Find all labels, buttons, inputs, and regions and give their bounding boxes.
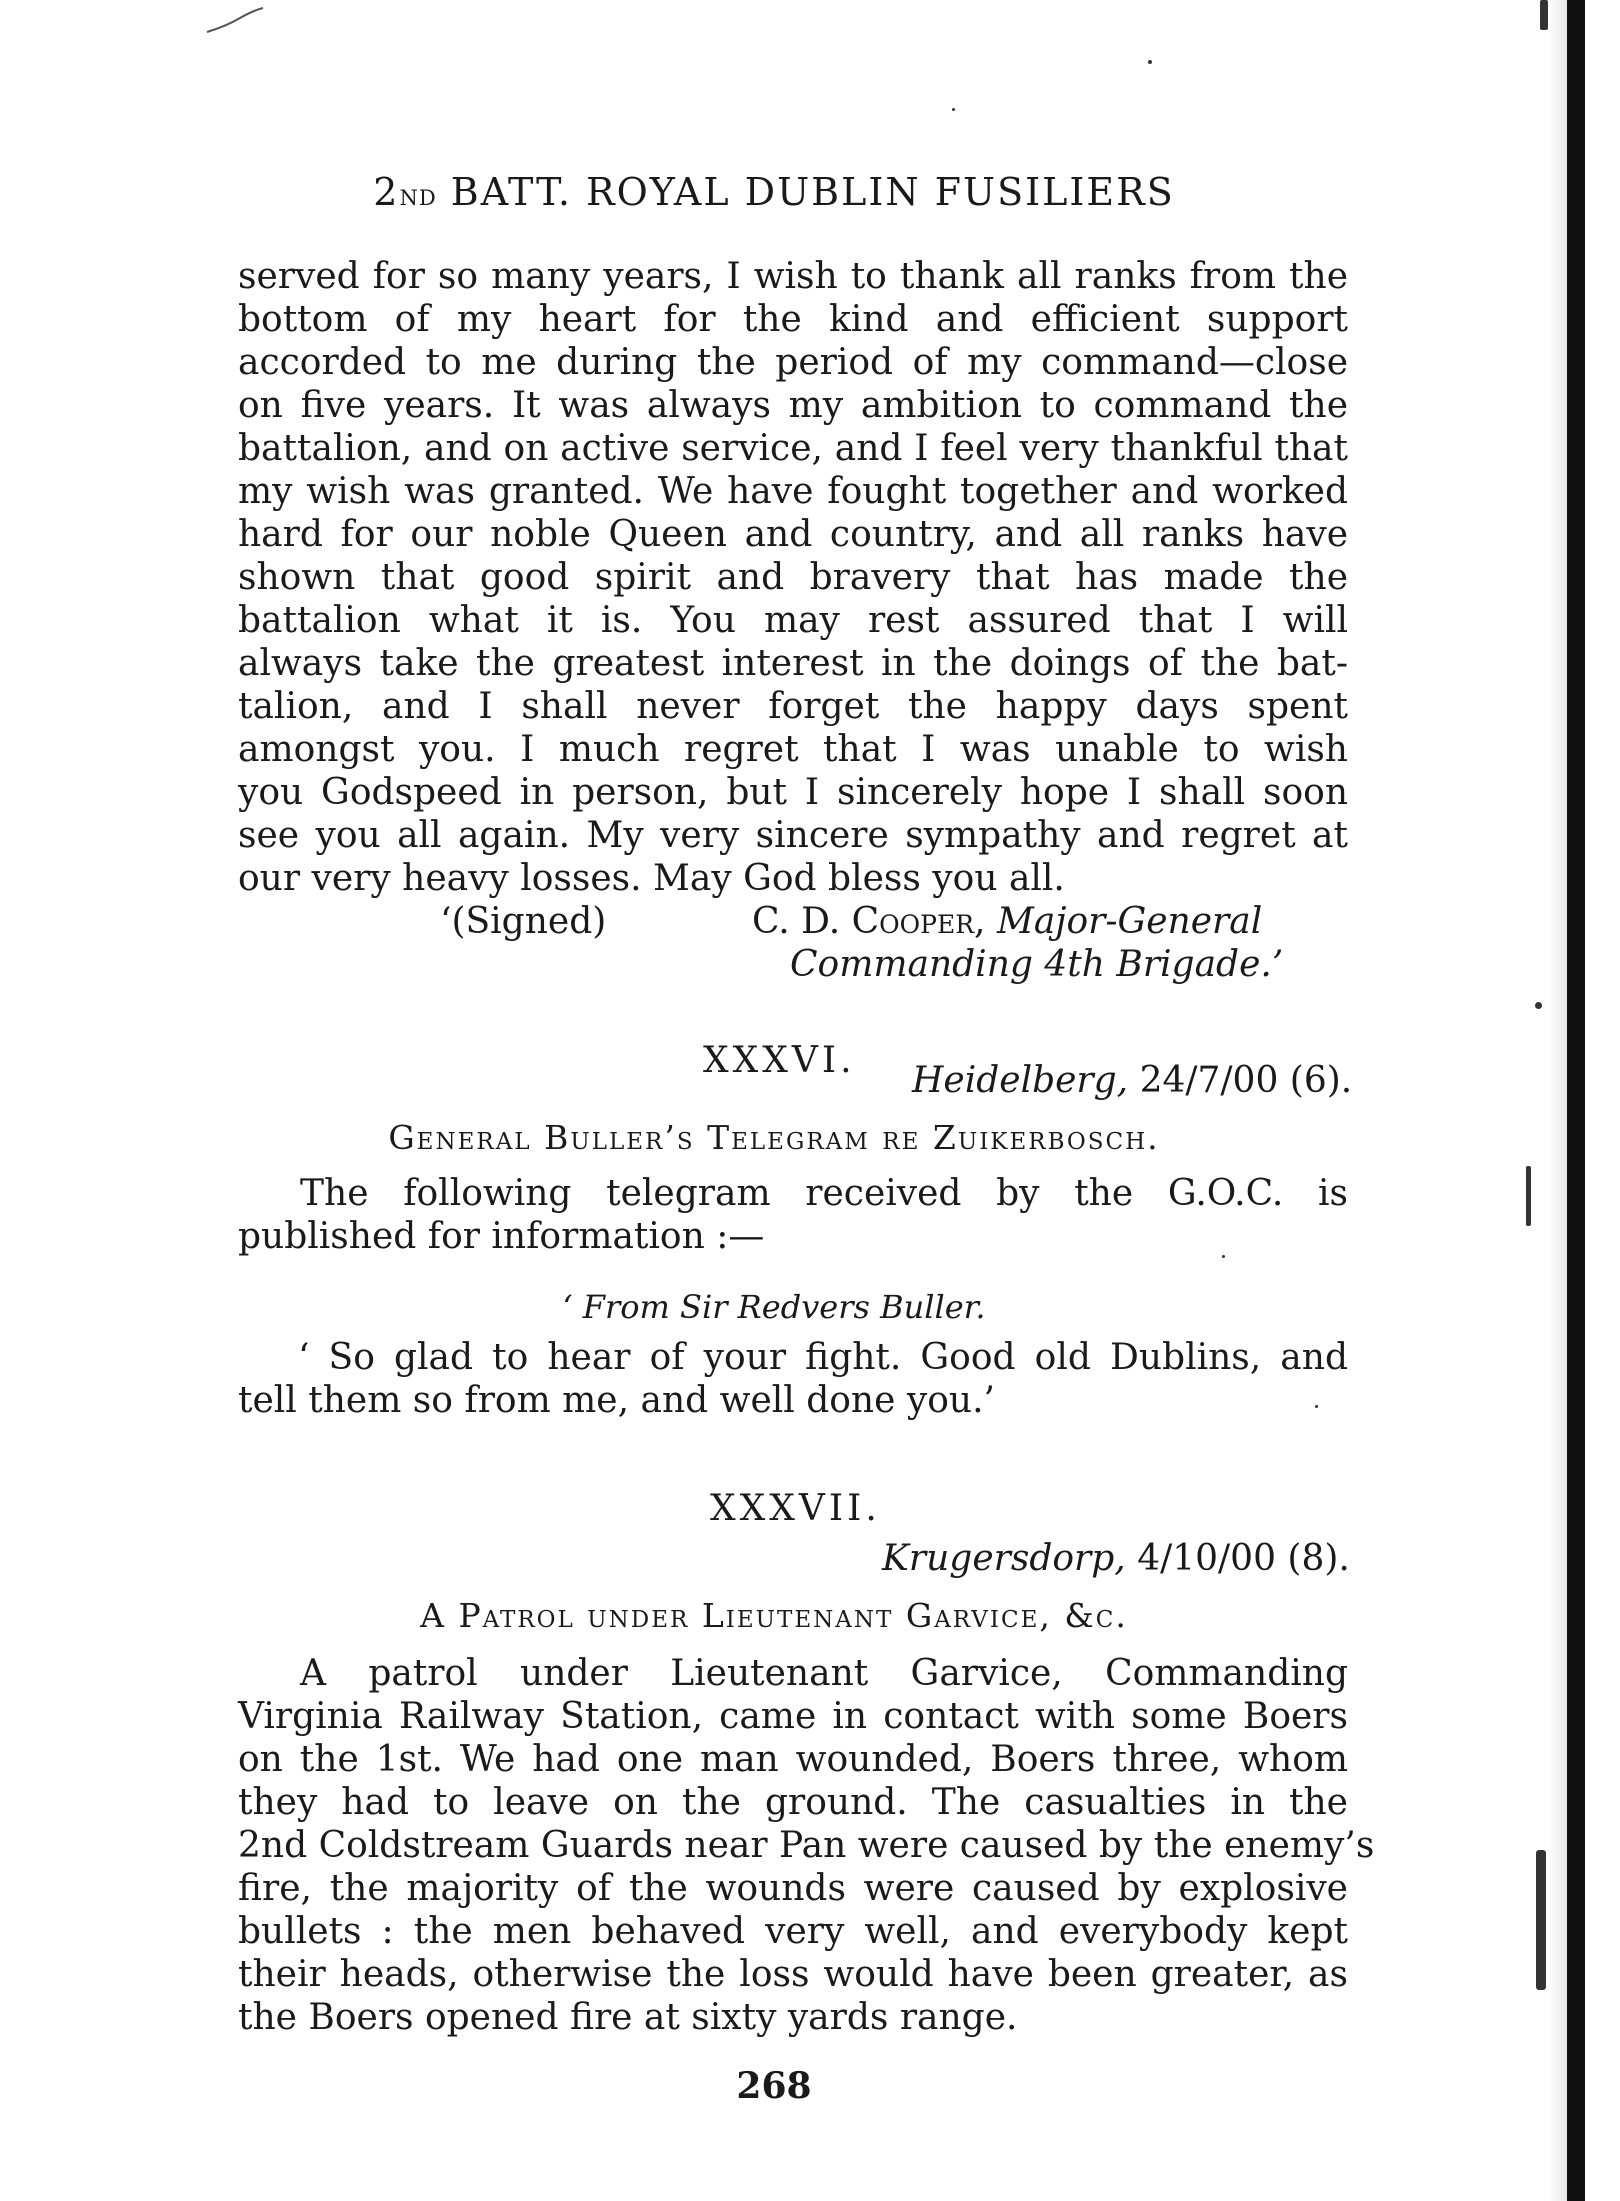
letter-line: see you all again. My very sincere sympathy and regret at bbox=[238, 815, 1348, 856]
telegram-line: tell them so from me, and well done you.’ bbox=[238, 1380, 995, 1421]
intro-line: The following telegram received by the G.O.C. is bbox=[300, 1173, 1348, 1214]
page-number: 268 bbox=[736, 2065, 812, 2107]
telegram-line: ‘ So glad to hear of your fight. Good old Dublins, and bbox=[298, 1337, 1348, 1378]
scan-speck bbox=[952, 108, 955, 111]
scan-speck bbox=[1536, 1850, 1546, 1990]
scan-gutter-shadow bbox=[1548, 0, 1567, 2201]
letter-line: battalion, and on active service, and I feel very thankful that bbox=[238, 428, 1348, 469]
letter-line: served for so many years, I wish to thank all ranks from the bbox=[238, 256, 1348, 297]
scan-speck bbox=[1535, 1002, 1542, 1009]
section-place-date-36 bbox=[912, 1060, 1352, 1101]
running-head-title: BATT. ROYAL DUBLIN FUSILIERS bbox=[450, 170, 1175, 214]
letter-line: on five years. It was always my ambition to command the bbox=[238, 385, 1348, 426]
body-line: fire, the majority of the wounds were caused by explosive bbox=[238, 1868, 1348, 1909]
letter-line: amongst you. I much regret that I was unable to wish bbox=[238, 729, 1348, 770]
scan-binding-edge bbox=[1567, 0, 1585, 2201]
letter-line: you Godspeed in person, but I sincerely hope I shall soon bbox=[238, 772, 1348, 813]
signatory-line bbox=[752, 900, 1262, 943]
running-head-ordinal-suffix: nd bbox=[399, 178, 437, 213]
running-head-ordinal: 2 bbox=[373, 170, 400, 214]
letter-line: accorded to me during the period of my command—close bbox=[238, 342, 1348, 383]
section-date-36: 24/7/00 (6). bbox=[1139, 1060, 1353, 1101]
section-date-37: 4/10/00 (8). bbox=[1137, 1538, 1350, 1579]
letter-line: shown that good spirit and bravery that has made the bbox=[238, 557, 1348, 598]
body-line: they had to leave on the ground. The casualties in the bbox=[238, 1782, 1348, 1823]
signed-label: ‘(Signed) bbox=[440, 901, 607, 942]
section-place-36: Heidelberg, bbox=[912, 1060, 1129, 1101]
body-line: 2nd Coldstream Guards near Pan were caused by the enemy’s bbox=[238, 1825, 1375, 1866]
body-line: A patrol under Lieutenant Garvice, Commanding bbox=[300, 1653, 1348, 1694]
section-numeral-37: XXXVII. bbox=[710, 1488, 881, 1529]
pencil-mark bbox=[205, 6, 265, 36]
scan-speck bbox=[1540, 0, 1548, 30]
section-place-37: Krugersdorp, bbox=[882, 1538, 1126, 1579]
intro-line: published for information :— bbox=[238, 1216, 765, 1257]
letter-line: talion, and I shall never forget the happy days spent bbox=[238, 686, 1348, 727]
signatory-surname: Cooper, bbox=[851, 901, 986, 942]
telegram-from-line: ‘ From Sir Redvers Buller. bbox=[562, 1288, 986, 1326]
signatory-rank: Major-General bbox=[996, 901, 1263, 942]
body-line: the Boers opened fire at sixty yards range. bbox=[238, 1997, 1018, 2038]
body-line: on the 1st. We had one man wounded, Boers three, whom bbox=[238, 1739, 1348, 1780]
body-line: their heads, otherwise the loss would have been greater, as bbox=[238, 1954, 1348, 1995]
body-line: Virginia Railway Station, came in contact with some Boers bbox=[238, 1696, 1348, 1737]
signatory-initials: C. D. bbox=[752, 901, 841, 942]
section-numeral-36: XXXVI. bbox=[703, 1040, 856, 1081]
section-heading-36: General Buller’s Telegram re Zuikerbosch. bbox=[388, 1118, 1160, 1157]
letter-line: our very heavy losses. May God bless you all. bbox=[238, 858, 1065, 899]
scan-speck bbox=[1148, 60, 1152, 64]
scan-speck bbox=[1526, 1166, 1531, 1226]
letter-line: battalion what it is. You may rest assured that I will bbox=[238, 600, 1348, 641]
body-line: bullets : the men behaved very well, and everybody kept bbox=[238, 1911, 1348, 1952]
section-heading-37: A Patrol under Lieutenant Garvice, &c. bbox=[420, 1596, 1128, 1635]
signatory-command: Commanding 4th Brigade.’ bbox=[790, 944, 1284, 985]
letter-line: my wish was granted. We have fought together and worked bbox=[238, 471, 1348, 512]
letter-line: always take the greatest interest in the doings of the bat- bbox=[238, 643, 1348, 684]
running-head bbox=[0, 170, 1548, 214]
section-place-date-37 bbox=[882, 1538, 1350, 1579]
letter-line: hard for our noble Queen and country, and all ranks have bbox=[238, 514, 1348, 555]
letter-line: bottom of my heart for the kind and efficient support bbox=[238, 299, 1348, 340]
